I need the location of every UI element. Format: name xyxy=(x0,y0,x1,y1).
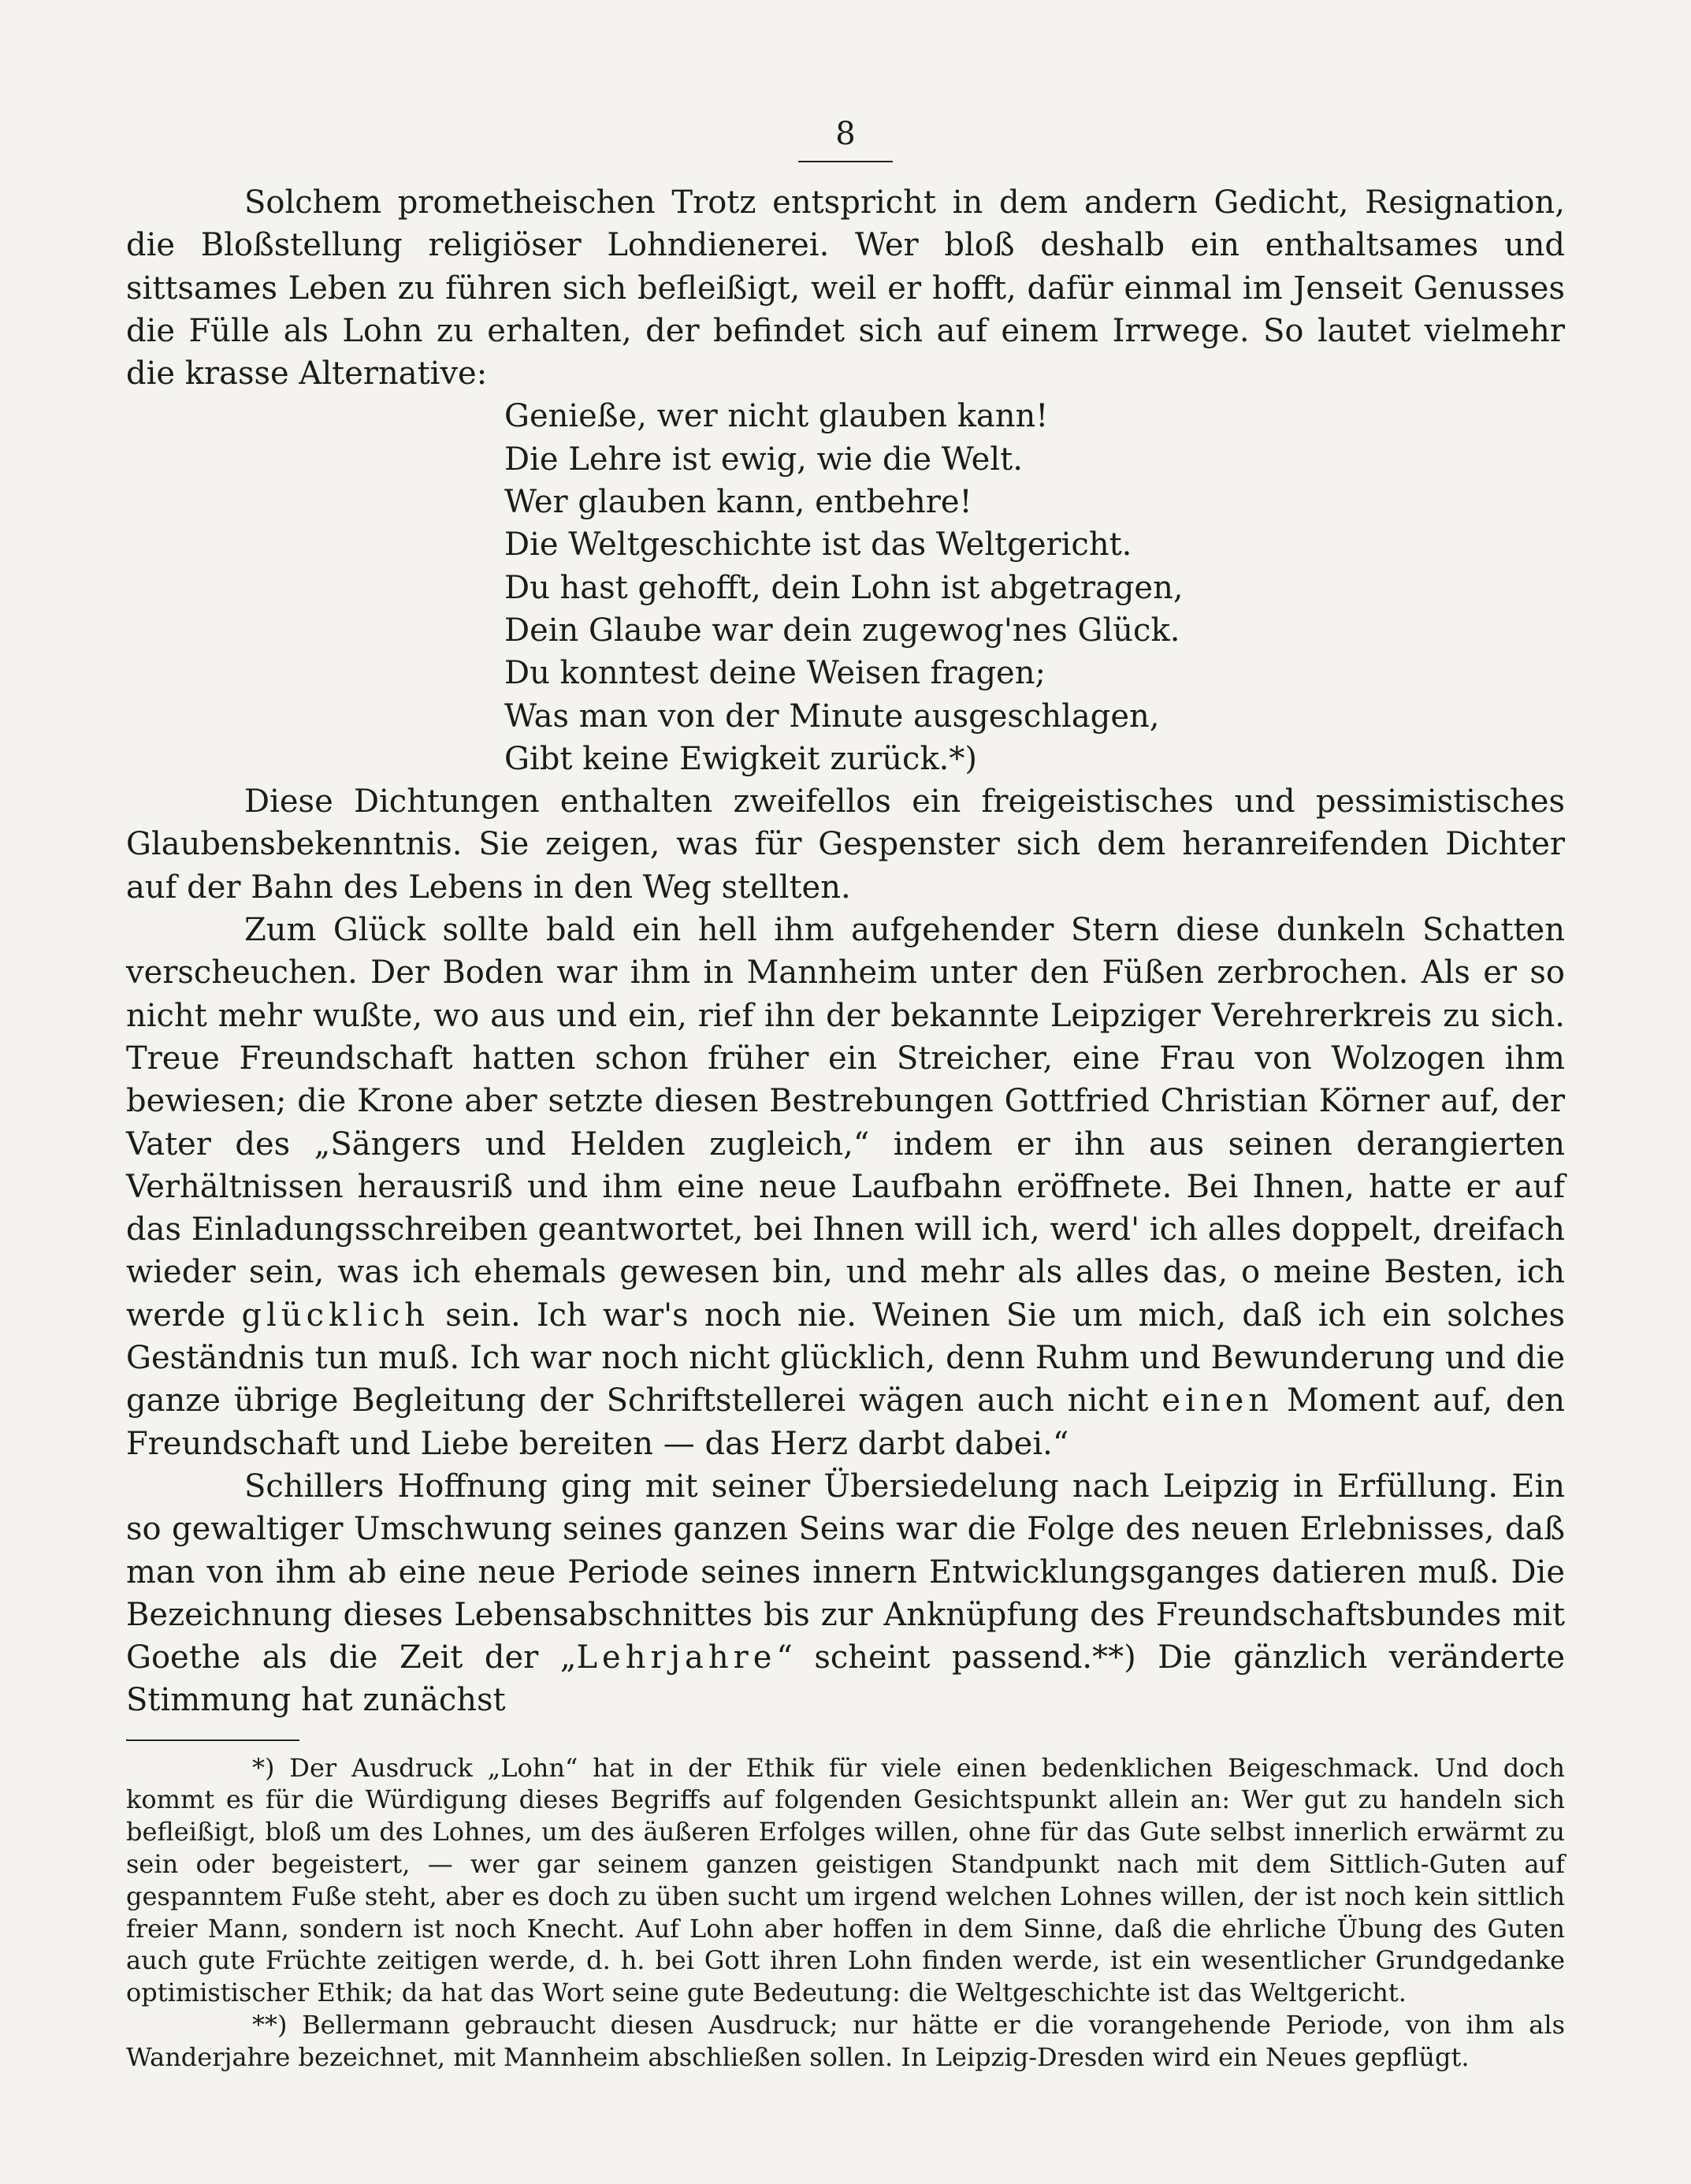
main-text xyxy=(126,181,1565,1722)
spaced-emphasis: einen xyxy=(1161,1382,1274,1419)
verse-line: Du konntest deine Weisen fragen; xyxy=(504,655,1046,692)
spaced-emphasis: Lehrjahre xyxy=(576,1639,777,1676)
paragraph-3 xyxy=(126,909,1565,1465)
paragraph-3-text: Moment auf, den Freundschaft und Liebe bereiten — das Herz darbt dabei.“ xyxy=(126,1382,1565,1462)
footnotes xyxy=(126,1752,1565,2074)
poem-verse xyxy=(504,395,1565,780)
verse-line: Die Weltgeschichte ist das Weltgericht. xyxy=(504,526,1132,564)
verse-line: Dein Glaube war dein zugewog'nes Glück. xyxy=(504,612,1180,649)
footnote-1: *) Der Ausdruck „Lohn“ hat in der Ethik für viele einen bedenklichen Beigeschmack. Und doch kommt es für die Würdigung dieses Begriffs auf folgenden Gesichtspunkt allein an: Wer gut zu handeln sich befleißigt, bloß um des Lohnes, um des äußeren Erfolges willen, ohne für das Gute selbst innerlich erwärmt zu sein oder begeistert, — wer gar seinem ganzen geistigen Standpunkt nach mit dem Sittlich-Guten auf gespanntem Fuße steht, aber es doch zu üben sucht um irgend welchen Lohnes willen, der ist noch kein sittlich freier Mann, sondern ist noch Knecht. Auf Lohn aber hoffen in dem Sinne, daß die ehrliche Übung des Guten auch gute Früchte zeitigen werde, d. h. bei Gott ihren Lohn finden werde, ist ein wesentlicher Grundgedanke optimistischer Ethik; da hat das Wort seine gute Bedeutung: die Weltgeschichte ist das Weltgericht. xyxy=(126,1752,1565,2008)
paragraph-4 xyxy=(126,1465,1565,1722)
page-number: 8 xyxy=(835,116,856,152)
page-number-rule xyxy=(798,161,893,162)
book-page xyxy=(126,110,1565,2160)
verse-line: Die Lehre ist ewig, wie die Welt. xyxy=(504,441,1023,478)
footnote-rule xyxy=(126,1739,299,1741)
paragraph-3-text: sein. Ich war's noch nie. Weinen Sie um mich, daß ich ein solches Geständnis tun muß. Ich war noch nicht glücklich, denn Ruhm und Bewunderung und die ganze übrige Begleitung der Schriftstellerei wägen auch nicht xyxy=(126,1297,1566,1419)
verse-line: Genieße, wer nicht glauben kann! xyxy=(504,398,1049,435)
verse-line: Gibt keine Ewigkeit zurück.*) xyxy=(504,740,977,777)
paragraph-4-text: “ scheint passend.**) Die gänzlich veränderte Stimmung hat zunächst xyxy=(126,1639,1565,1719)
paragraph-2: Diese Dichtungen enthalten zweifellos ein freigeistisches und pessimistisches Glaubensbekenntnis. Sie zeigen, was für Gespenster sich dem heranreifenden Dichter auf der Bahn des Lebens in den Weg stellten. xyxy=(126,783,1565,906)
paragraph-1: Solchem prometheischen Trotz entspricht in dem andern Gedicht, Resignation, die Bloßstellung religiöser Lohndienerei. Wer bloß deshalb ein enthaltsames und sittsames Leben zu führen sich befleißigt, weil er hofft, dafür einmal im Jenseit Genusses die Fülle als Lohn zu erhalten, der befindet sich auf einem Irrwege. So lautet vielmehr die krasse Alternative: xyxy=(126,184,1565,393)
verse-line: Wer glauben kann, entbehre! xyxy=(504,484,972,521)
paragraph-4-text: Schillers Hoffnung ging mit seiner Übersiedelung nach Leipzig in Erfüllung. Ein so gewaltiger Umschwung seines ganzen Seins war die Folge des neuen Erlebnisses, daß man von ihm ab eine neue Periode seines innern Entwicklungsganges datieren muß. Die Bezeichnung dieses Lebensabschnittes bis zur Anknüpfung des Freundschaftsbundes mit Goethe als die Zeit der „ xyxy=(126,1468,1565,1676)
spaced-emphasis: glücklich xyxy=(241,1297,430,1334)
verse-line: Du hast gehofft, dein Lohn ist abgetragen, xyxy=(504,569,1184,606)
footnote-2: **) Bellermann gebraucht diesen Ausdruck; nur hätte er die vorangehende Periode, von ihm als Wanderjahre bezeichnet, mit Mannheim abschließen sollen. In Leipzig-Dresden wird ein Neues gepflügt. xyxy=(126,2010,1565,2072)
verse-line: Was man von der Minute ausgeschlagen, xyxy=(504,698,1160,735)
paragraph-3-text: Zum Glück sollte bald ein hell ihm aufgehender Stern diese dunkeln Schatten verscheuchen. Der Boden war ihm in Mannheim unter den Füßen zerbrochen. Als er so nicht mehr wußte, wo aus und ein, rief ihn der bekannte Leipziger Verehrerkreis zu sich. Treue Freundschaft hatten schon früher ein Streicher, eine Frau von Wolzogen ihm bewiesen; die Krone aber setzte diesen Bestrebungen Gottfried Christian Körner auf, der Vater des „Sängers und Helden zugleich,“ indem er ihn aus seinen derangierten Verhältnissen herausriß und ihm eine neue Laufbahn eröffnete. Bei Ihnen, hatte er auf das Einladungsschreiben geantwortet, bei Ihnen will ich, werd' ich alles doppelt, dreifach wieder sein, was ich ehemals gewesen bin, und mehr als alles das, o meine Besten, ich werde xyxy=(126,912,1565,1334)
